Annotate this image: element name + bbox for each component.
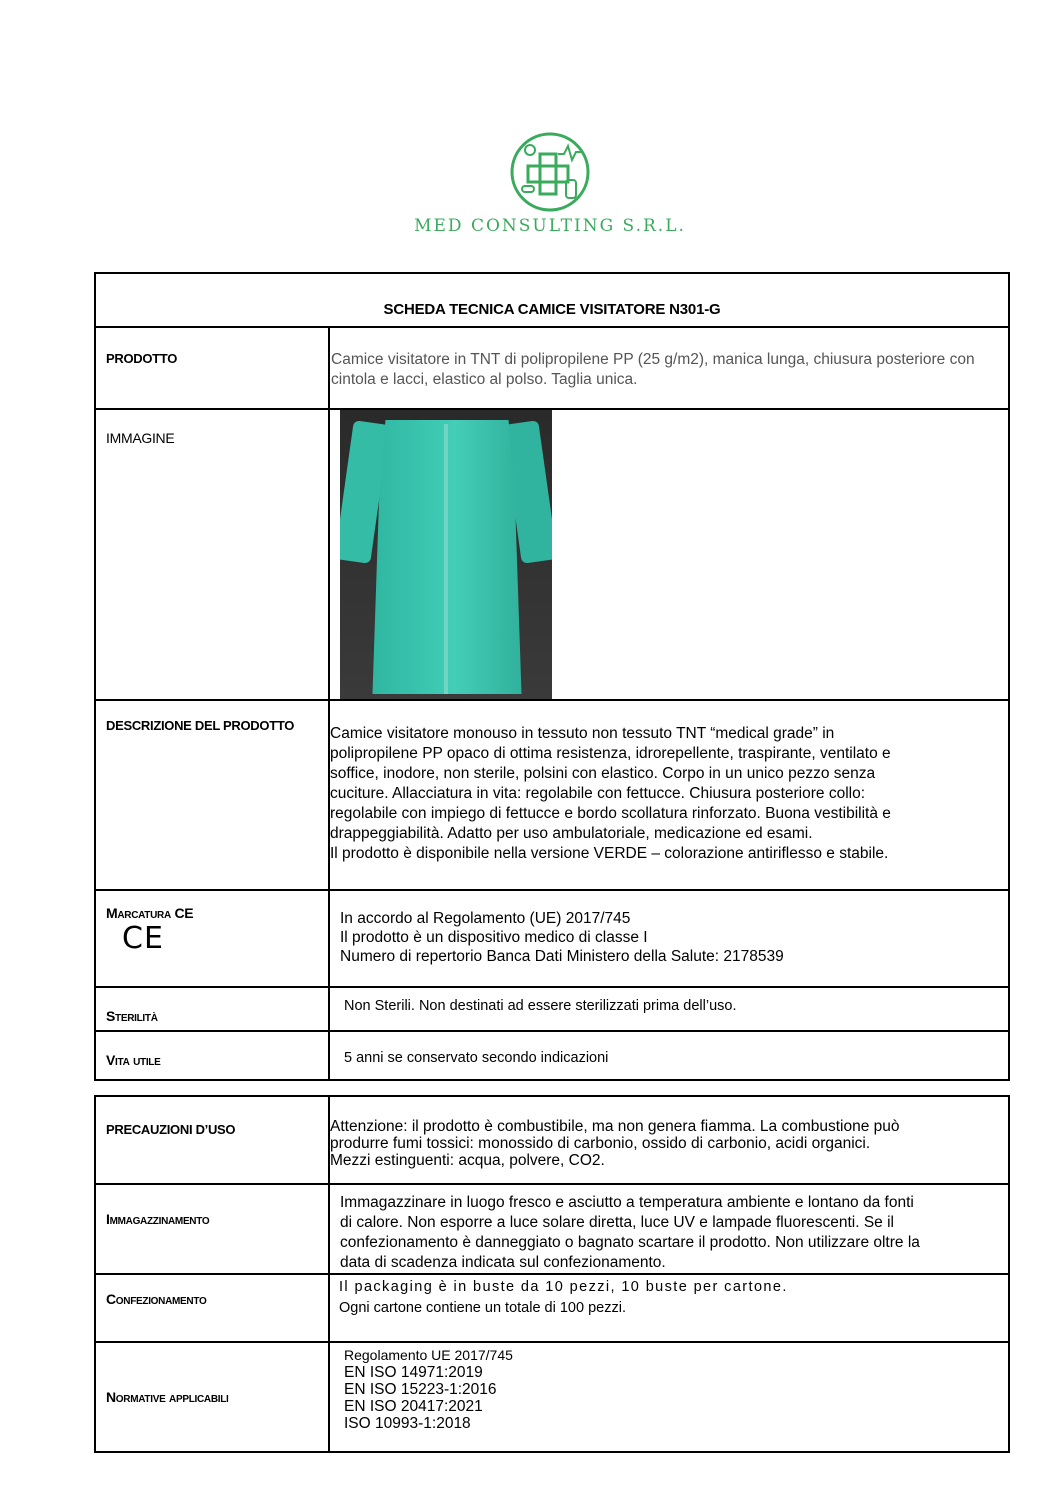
immagazzinamento-line: confezionamento è danneggiato o bagnato scartare il prodotto. Non utilizzare oltre la — [340, 1234, 920, 1251]
description-line: Camice visitatore monouso in tessuto non tessuto TNT “medical grade” in — [330, 725, 835, 742]
normative-line: ISO 10993-1:2018 — [344, 1415, 471, 1432]
description-line: Il prodotto è disponibile nella versione VERDE – colorazione antiriflesso e stabile. — [330, 845, 889, 862]
row-value-precauzioni — [329, 1096, 1009, 1184]
row-value-immagine — [329, 409, 1009, 700]
marcatura-line: Il prodotto è un dispositivo medico di classe I — [340, 929, 648, 946]
immagazzinamento-line: Immagazzinare in luogo fresco e asciutto a temperatura ambiente e lontano da fonti — [340, 1194, 914, 1211]
precauzioni-line: Mezzi estinguenti: acqua, polvere, CO2. — [330, 1152, 605, 1169]
row-value-normative — [329, 1342, 1009, 1452]
row-value-marcatura — [329, 890, 1009, 987]
description-line: polipropilene PP opaco di ottima resistenza, idrorepellente, traspirante, ventilato e — [330, 745, 891, 762]
normative-line: EN ISO 15223-1:2016 — [344, 1381, 497, 1398]
immagazzinamento-line: di calore. Non esporre a luce solare diretta, luce UV e lampade fluorescenti. Se il — [340, 1214, 894, 1231]
sheet-title: SCHEDA TECNICA CAMICE VISITATORE N301-G — [95, 273, 1009, 327]
row-value-sterilita: Non Sterili. Non destinati ad essere sterilizzati prima dell’uso. — [329, 987, 1009, 1031]
normative-line: EN ISO 20417:2021 — [344, 1398, 483, 1415]
description-line: regolabile con impiego di fettucce e bordo scollatura rinforzato. Buona vestibilità e — [330, 805, 891, 822]
row-label-confezionamento: Confezionamento — [95, 1274, 329, 1342]
description-line: drappeggiabilità. Adatto per uso ambulatoriale, medicazione ed esami. — [330, 825, 813, 842]
marcatura-line: In accordo al Regolamento (UE) 2017/745 — [340, 910, 631, 927]
row-value-prodotto: Camice visitatore in TNT di polipropilene PP (25 g/m2), manica lunga, chiusura posteriore con cintola e lacci, elastico al polso. Taglia unica. — [329, 327, 1009, 409]
company-name: MED CONSULTING S.R.L. — [414, 216, 686, 236]
immagazzinamento-line: data di scadenza indicata sul confezionamento. — [340, 1254, 666, 1271]
precauzioni-line: produrre fumi tossici: monossido di carbonio, ossido di carbonio, acidi organici. — [330, 1135, 871, 1152]
row-label-vita-utile: Vita utile — [95, 1031, 329, 1080]
row-value-confezionamento — [329, 1274, 1009, 1342]
normative-line: EN ISO 14971:2019 — [344, 1364, 483, 1381]
row-value-descrizione — [329, 700, 1009, 890]
row-label-marcatura: Marcatura CE CE — [95, 890, 329, 987]
description-line: soffice, inodore, non sterile, polsini con elastico. Corpo in un unico pezzo senza — [330, 765, 876, 782]
usage-info-table — [94, 1095, 1010, 1453]
row-label-sterilita: Sterilità — [95, 987, 329, 1031]
company-logo — [400, 120, 700, 245]
row-label-normative: Normative applicabili — [95, 1342, 329, 1452]
row-label-immagine: IMMAGINE — [95, 409, 329, 700]
ce-mark-icon: CE — [122, 921, 164, 956]
precauzioni-line: Attenzione: il prodotto è combustibile, ma non genera fiamma. La combustione può — [330, 1118, 900, 1135]
confezionamento-line: Il packaging è in buste da 10 pezzi, 10 buste per cartone. — [339, 1279, 788, 1295]
row-value-vita-utile: 5 anni se conservato secondo indicazioni — [329, 1031, 1009, 1080]
medical-cross-logo-icon — [508, 130, 592, 214]
normative-line: Regolamento UE 2017/745 — [344, 1347, 513, 1363]
row-label-precauzioni: PRECAUZIONI D’USO — [95, 1096, 329, 1184]
row-label-prodotto: PRODOTTO — [95, 327, 329, 409]
marcatura-line: Numero di repertorio Banca Dati Ministero della Salute: 2178539 — [340, 948, 784, 965]
confezionamento-line: Ogni cartone contiene un totale di 100 pezzi. — [339, 1300, 626, 1316]
gown-seam — [444, 424, 448, 694]
product-photo — [340, 410, 552, 699]
row-value-immagazzinamento — [329, 1184, 1009, 1274]
row-label-descrizione: DESCRIZIONE DEL PRODOTTO — [95, 700, 329, 890]
technical-sheet-table — [94, 272, 1010, 1081]
description-line: cuciture. Allacciatura in vita: regolabile con fettucce. Chiusura posteriore collo: — [330, 785, 866, 802]
row-label-immagazzinamento: Immagazzinamento — [95, 1184, 329, 1274]
